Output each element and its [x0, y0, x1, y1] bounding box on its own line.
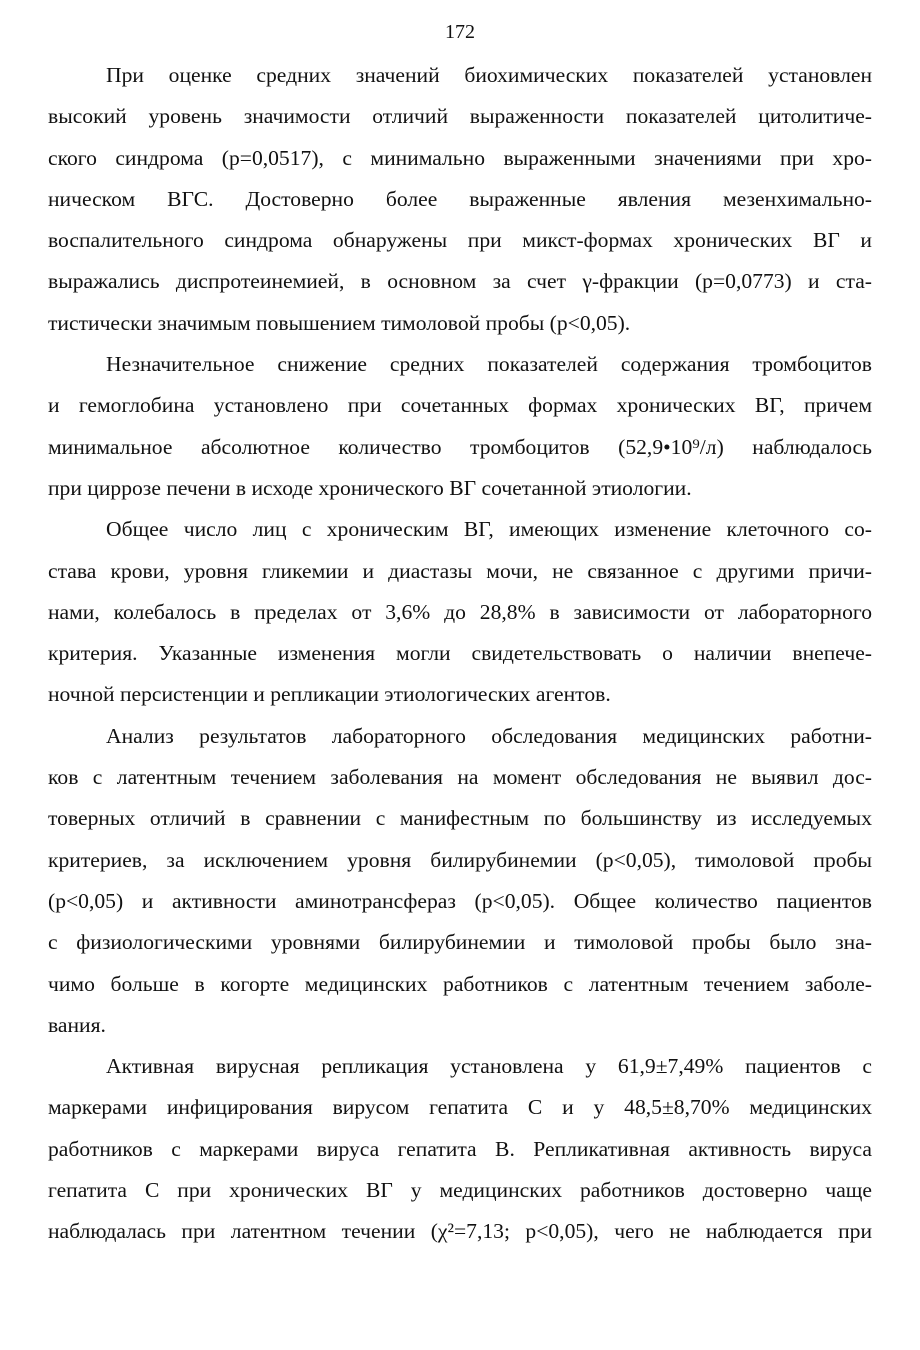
text-line: ского синдрома (р=0,0517), с минимально выраженными значениями при хро- [48, 145, 872, 170]
text-line: и гемоглобина установлено при сочетанных формах хронических ВГ, причем [48, 393, 872, 418]
paragraph-latent-course [48, 716, 872, 1046]
text-body [48, 55, 872, 1253]
text-line: тистически значимым повышением тимоловой пробы (р<0,05). [48, 310, 631, 335]
page-number: 172 [445, 21, 475, 43]
text-line: чимо больше в когорте медицинских работников с латентным течением заболе- [48, 971, 872, 996]
text-line: Активная вирусная репликация установлена у 61,9±7,49% пациентов с [106, 1054, 872, 1079]
paragraph-viral-replication [48, 1046, 872, 1252]
text-line: минимальное абсолютное количество тромбоцитов (52,9•10⁹/л) наблюдалось [48, 434, 872, 459]
text-line: (р<0,05) и активности аминотрансфераз (р<0,05). Общее количество пациентов [48, 888, 872, 913]
text-line: товерных отличий в сравнении с манифестным по большинству из исследуемых [48, 806, 872, 831]
text-line: ническом ВГС. Достоверно более выраженные явления мезенхимально- [48, 186, 872, 211]
text-line: Анализ результатов лабораторного обследования медицинских работни- [106, 723, 872, 748]
text-line: Общее число лиц с хроническим ВГ, имеющих изменение клеточного со- [106, 517, 872, 542]
text-line: нами, колебалось в пределах от 3,6% до 28,8% в зависимости от лабораторного [48, 599, 872, 624]
text-line: воспалительного синдрома обнаружены при микст-формах хронических ВГ и [48, 228, 872, 253]
text-line: ночной персистенции и репликации этиологических агентов. [48, 682, 611, 707]
paragraph-blood-composition [48, 509, 872, 715]
text-line: маркерами инфицирования вирусом гепатита С и у 48,5±8,70% медицинских [48, 1095, 872, 1120]
paragraph-platelets [48, 344, 872, 509]
text-line: высокий уровень значимости отличий выраженности показателей цитолитиче- [48, 104, 872, 129]
text-line: при циррозе печени в исходе хронического ВГ сочетанной этиологии. [48, 475, 692, 500]
text-line: вания. [48, 1012, 106, 1037]
text-line: наблюдалась при латентном течении (χ²=7,13; р<0,05), чего не наблюдается при [48, 1219, 872, 1244]
text-line: критериев, за исключением уровня билирубинемии (р<0,05), тимоловой пробы [48, 847, 872, 872]
text-line: ков с латентным течением заболевания на момент обследования не выявил дос- [48, 765, 872, 790]
text-line: При оценке средних значений биохимических показателей установлен [106, 63, 872, 87]
text-line: работников с маркерами вируса гепатита В. Репликативная активность вируса [48, 1136, 872, 1161]
text-line: критерия. Указанные изменения могли свидетельствовать о наличии внепече- [48, 641, 872, 666]
text-line: выражались диспротеинемией, в основном за счет γ-фракции (р=0,0773) и ста- [48, 269, 872, 294]
text-line: става крови, уровня гликемии и диастазы мочи, не связанное с другими причи- [48, 558, 872, 583]
text-line: гепатита С при хронических ВГ у медицинских работников достоверно чаще [48, 1178, 872, 1203]
text-line: с физиологическими уровнями билирубинемии и тимоловой пробы было зна- [48, 930, 872, 955]
text-line: Незначительное снижение средних показателей содержания тромбоцитов [106, 352, 872, 377]
paragraph-biochemical [48, 55, 872, 344]
